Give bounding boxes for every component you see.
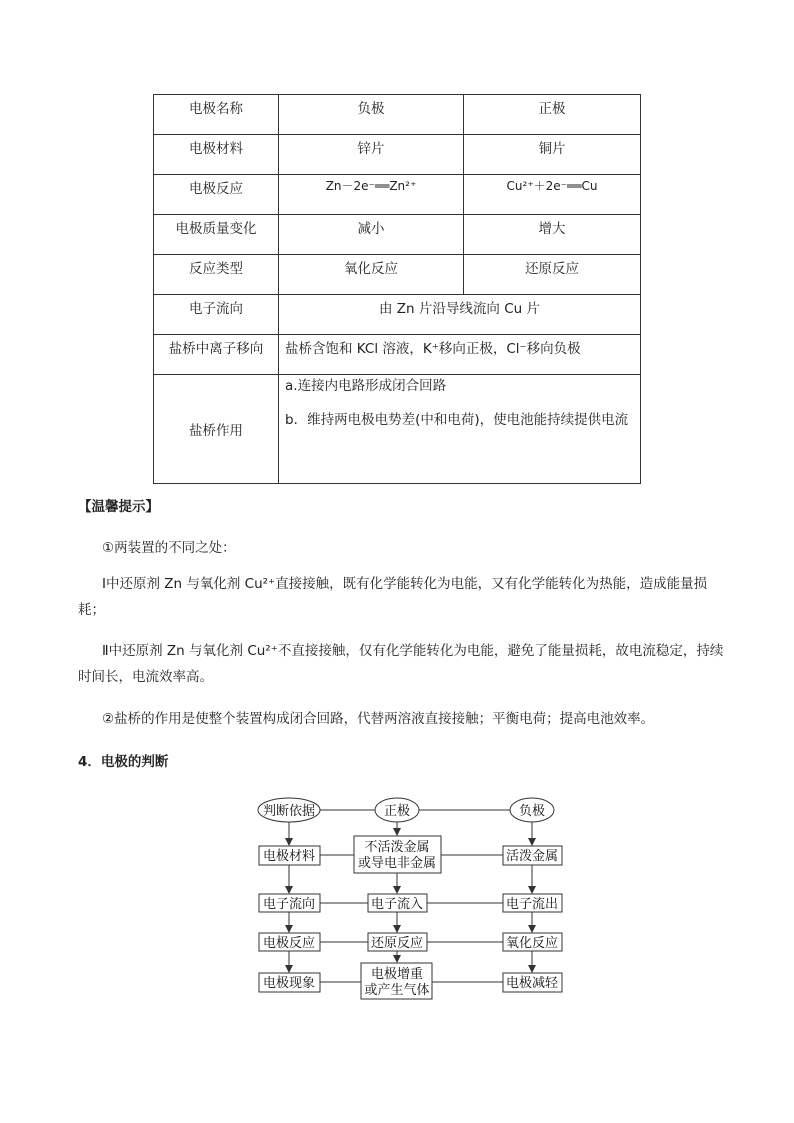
negative-item: 电极减轻	[505, 976, 559, 991]
positive-item: 或导电非金属	[357, 856, 437, 871]
positive-cell: Cu²⁺＋2e⁻══Cu	[464, 175, 641, 215]
header-cell: 电极名称	[154, 95, 279, 135]
basis-header: 判断依据	[262, 804, 316, 819]
salt-bridge-point-a: a.连接内电路形成闭合回路	[285, 378, 447, 394]
tips-paragraph: ①两装置的不同之处：	[102, 540, 236, 556]
tips-paragraph: Ⅱ中还原剂 Zn 与氧化剂 Cu²⁺不直接接触，仅有化学能转化为电能，避免了能量损耗，故电流稳定，持续时间长，电流效率高。	[78, 643, 724, 685]
tips-paragraph: ②盐桥的作用是使整个装置构成闭合回路，代替两溶液直接接触；平衡电荷；提高电池效率。	[102, 711, 655, 727]
negative-cell: 锌片	[279, 135, 464, 175]
basis-item: 电子流向	[262, 897, 316, 912]
row-label: 电极反应	[154, 175, 279, 215]
salt-bridge-point-b: b．维持两电极电势差(中和电荷)，使电池能持续提供电流	[285, 412, 629, 428]
basis-item: 电极反应	[262, 936, 316, 951]
basis-item: 电极现象	[262, 976, 316, 991]
row-label: 电极质量变化	[154, 215, 279, 255]
header-cell: 正极	[464, 95, 641, 135]
tips-title: 【温馨提示】	[78, 499, 159, 515]
tips-paragraph: Ⅰ中还原剂 Zn 与氧化剂 Cu²⁺直接接触，既有化学能转化为电能，又有化学能转化为热能，造成能量损耗；	[78, 576, 708, 618]
negative-cell: 氧化反应	[279, 255, 464, 295]
positive-item: 电子流入	[370, 897, 424, 912]
row-label: 电极材料	[154, 135, 279, 175]
section-title: 4．电极的判断	[78, 754, 169, 770]
negative-item: 活泼金属	[505, 849, 559, 864]
basis-item: 电极材料	[262, 849, 316, 864]
row-label: 盐桥作用	[154, 375, 279, 484]
negative-item: 电子流出	[505, 897, 559, 912]
positive-header: 正极	[383, 804, 411, 819]
negative-item: 氧化反应	[505, 936, 559, 951]
positive-item: 或产生气体	[364, 983, 430, 998]
ion-migration-cell: 盐桥含饱和 KCl 溶液，K⁺移向正极，Cl⁻移向负极	[279, 335, 641, 375]
positive-item: 电极增重	[370, 967, 424, 982]
negative-cell: Zn－2e⁻══Zn²⁺	[279, 175, 464, 215]
positive-cell: 铜片	[464, 135, 641, 175]
row-label: 反应类型	[154, 255, 279, 295]
row-label: 电子流向	[154, 295, 279, 335]
header-cell: 负极	[279, 95, 464, 135]
negative-cell: 减小	[279, 215, 464, 255]
positive-cell: 增大	[464, 215, 641, 255]
positive-item: 不活泼金属	[364, 840, 430, 855]
negative-header: 负极	[518, 804, 546, 819]
electron-flow-cell: 由 Zn 片沿导线流向 Cu 片	[279, 295, 641, 335]
positive-cell: 还原反应	[464, 255, 641, 295]
positive-item: 还原反应	[370, 936, 424, 951]
row-label: 盐桥中离子移向	[154, 335, 279, 375]
